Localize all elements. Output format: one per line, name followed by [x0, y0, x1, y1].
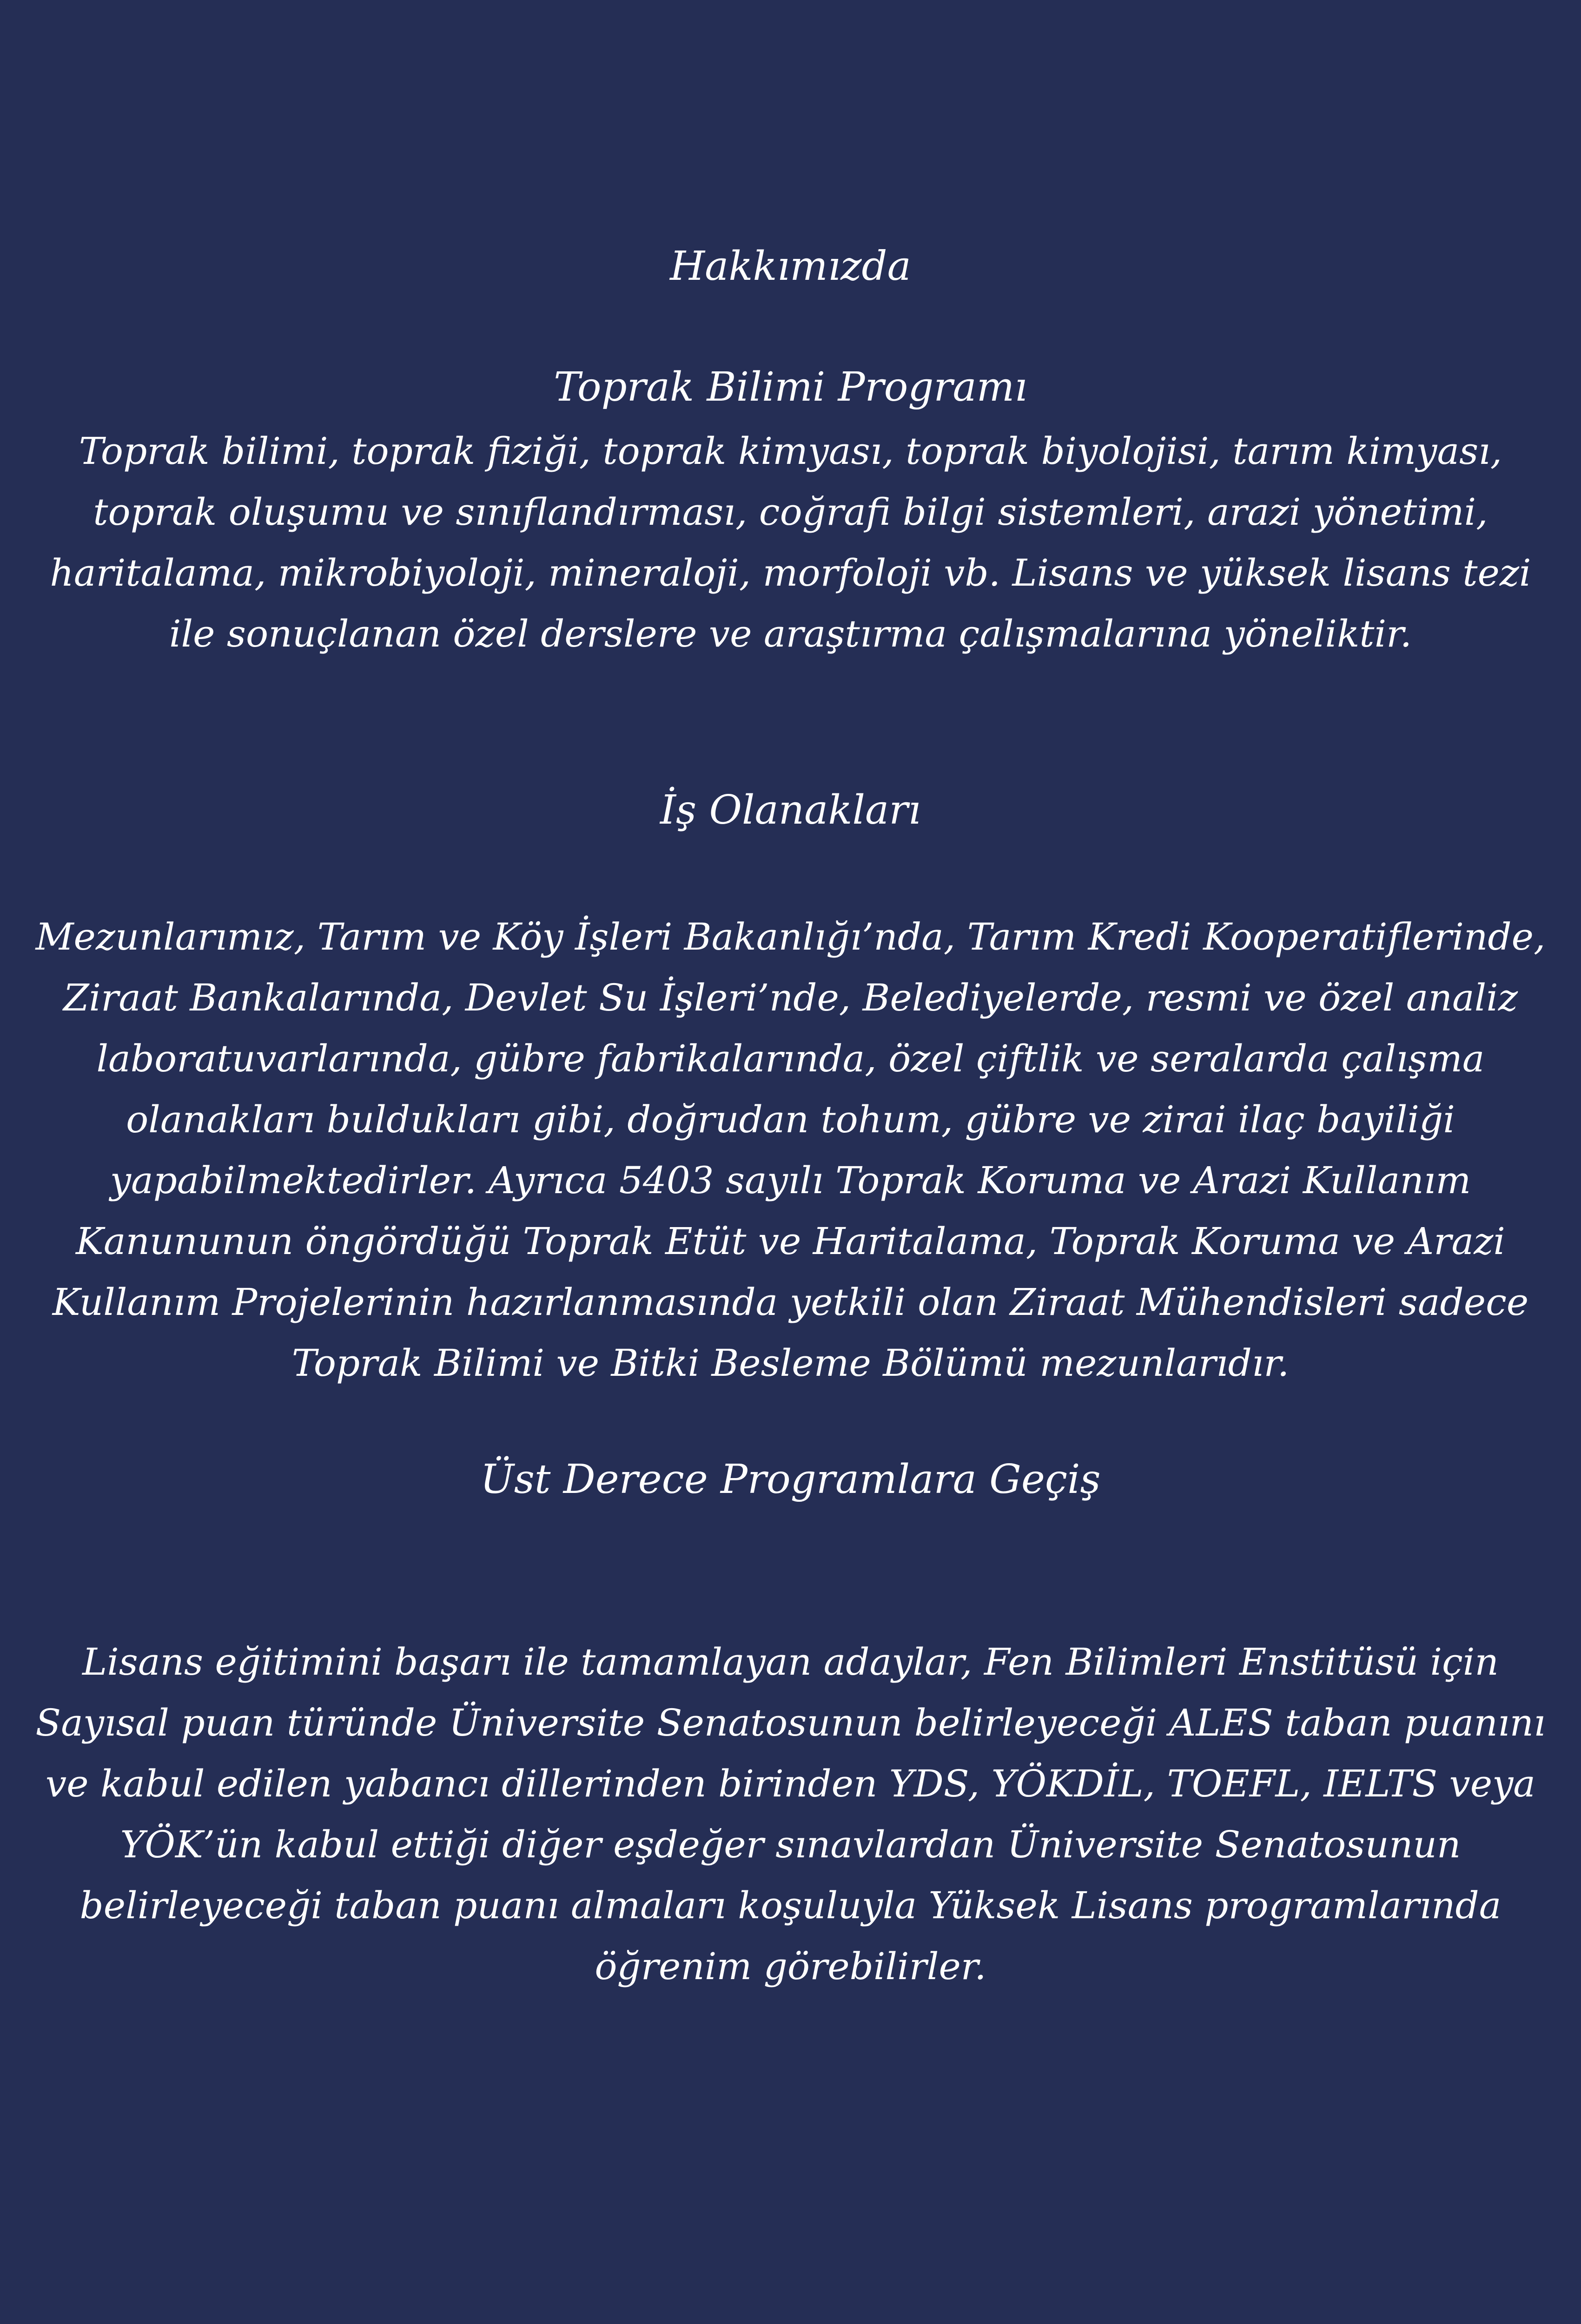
- jobs-paragraph: Mezunlarımız, Tarım ve Köy İşleri Bakanlığı’nda, Tarım Kredi Kooperatiflerinde, Ziraat Bankalarında, Devlet Su İşleri’nde, Belediyelerde, resmi ve özel analiz laboratuvarlarında, gübre fabrikalarında, özel çiftlik ve seralarda çalışma olanakları buldukları gibi, doğrudan tohum, gübre ve zirai ilaç bayiliği yapabilmektedirler. Ayrıca 5403 sayılı Toprak Koruma ve Arazi Kullanım Kanununun öngördüğü Toprak Etüt ve Haritalama, Toprak Koruma ve Arazi Kullanım Projelerinin hazırlanmasında yetkili olan Ziraat Mühendisleri sadece Toprak Bilimi ve Bitki Besleme Bölümü mezunlarıdır.: [35, 915, 1546, 1385]
- program-paragraph: Toprak bilimi, toprak fiziği, toprak kimyası, toprak biyolojisi, tarım kimyası, toprak oluşumu ve sınıflandırması, coğrafi bilgi sistemleri, arazi yönetimi, haritalama, mikrobiyoloji, mineraloji, morfoloji vb. Lisans ve yüksek lisans tezi ile sonuçlanan özel derslere ve araştırma çalışmalarına yöneliktir.: [50, 429, 1531, 655]
- graduate-paragraph: Lisans eğitimini başarı ile tamamlayan adaylar, Fen Bilimleri Enstitüsü için Sayısal puan türünde Üniversite Senatosunun belirleyeceği ALES taban puanını ve kabul edilen yabancı dillerinden birinden YDS, YÖKDİL, TOEFL, IELTS veya YÖK’ün kabul ettiği diğer eşdeğer sınavlardan Üniversite Senatosunun belirleyeceği taban puanı almaları koşuluyla Yüksek Lisans programlarında öğrenim görebilirler.: [35, 1640, 1546, 1988]
- jobs-title: İş Olanakları: [660, 787, 921, 833]
- program-title: Toprak Bilimi Programı: [554, 364, 1027, 410]
- graduate-title: Üst Derece Programlara Geçiş: [480, 1456, 1101, 1503]
- about-title: Hakkımızda: [670, 243, 911, 290]
